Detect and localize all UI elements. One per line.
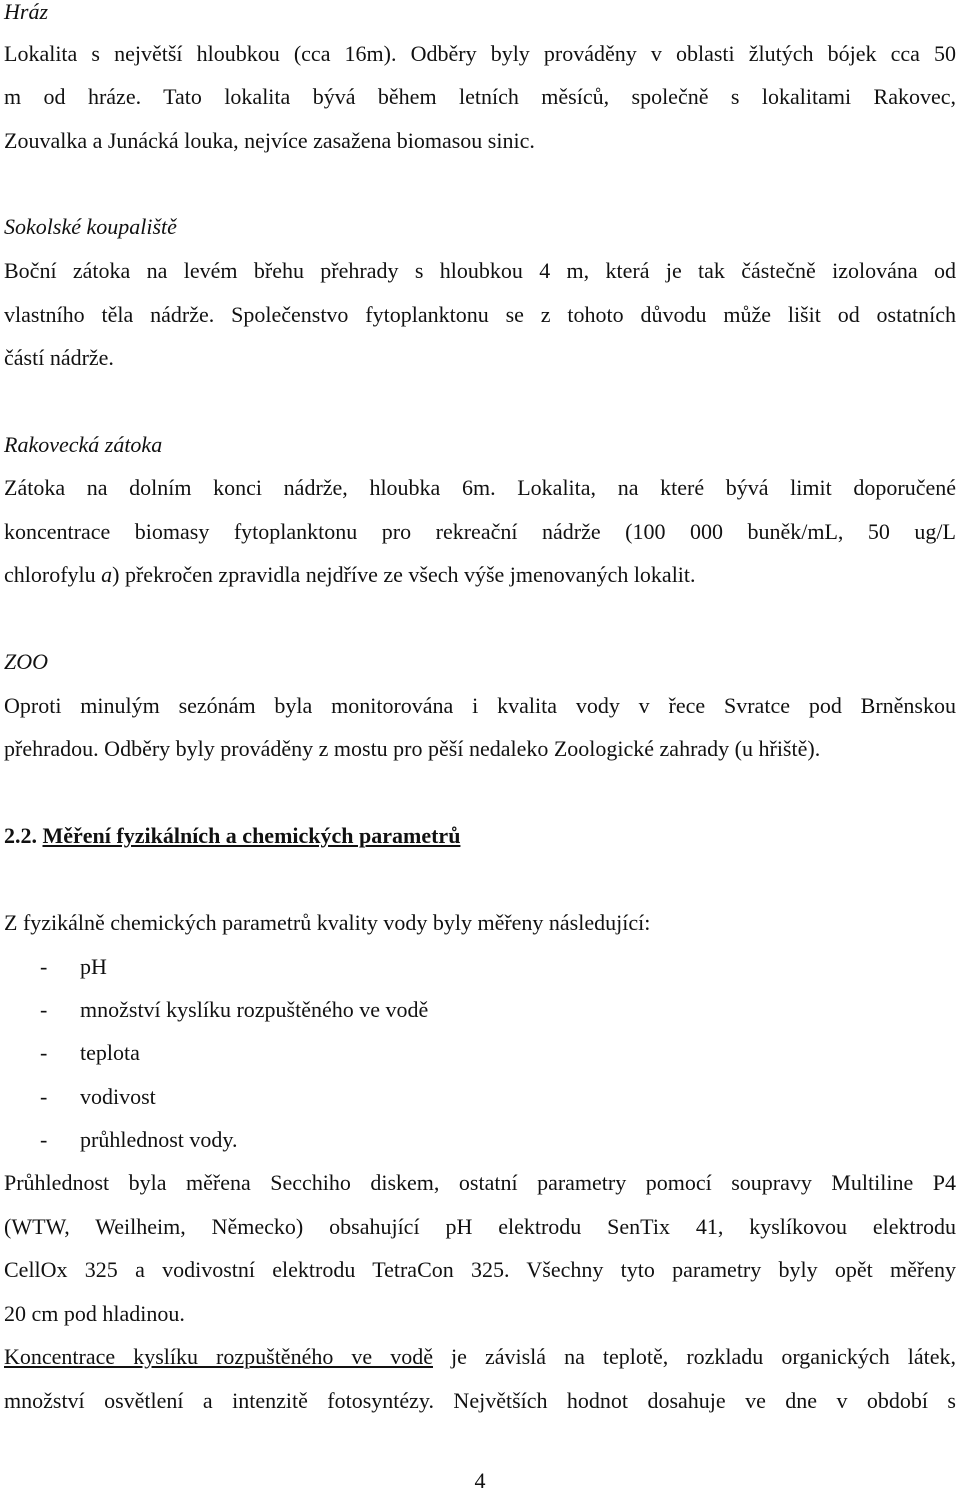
paragraph-line — [4, 1343, 956, 1371]
text-run: je závislá na teplotě, rozkladu organických látek, — [432, 1344, 956, 1369]
paragraph-line: m od hráze. Tato lokalita bývá během letních měsíců, společně s lokalitami Rakovec, — [4, 84, 956, 109]
paragraph-line: Boční zátoka na levém břehu přehrady s hloubkou 4 m, která je tak částečně izolována od — [4, 258, 956, 283]
heading-zoo: ZOO — [4, 649, 49, 674]
list-item-text: pH — [80, 954, 107, 979]
paragraph-line: vlastního těla nádrže. Společenstvo fytoplanktonu se z tohoto důvodu může lišit od ostatních — [4, 302, 956, 327]
paragraph-line: množství osvětlení a intenzitě fotosyntézy. Největších hodnot dosahuje ve dne v období s — [4, 1388, 956, 1413]
list-marker: - — [40, 1127, 48, 1152]
paragraph-line: koncentrace biomasy fytoplanktonu pro rekreační nádrže (100 000 buněk/mL, 50 ug/L — [4, 519, 956, 544]
section-number: 2.2. — [4, 823, 37, 848]
heading-rakovecka-zatoka: Rakovecká zátoka — [4, 432, 163, 457]
list-marker: - — [40, 997, 48, 1022]
italic-variable: a — [101, 562, 113, 587]
paragraph-line: (WTW, Weilheim, Německo) obsahující pH elektrodu SenTix 41, kyslíkovou elektrodu — [4, 1214, 956, 1239]
paragraph-line: CellOx 325 a vodivostní elektrodu TetraCon 325. Všechny tyto parametry byly opět měřeny — [4, 1257, 956, 1282]
list-item-text: teplota — [80, 1040, 140, 1065]
heading-hraz: Hráz — [4, 0, 49, 24]
text-run: ) překročen zpravidla nejdříve ze všech výše jmenovaných lokalit. — [112, 562, 696, 587]
paragraph-line — [4, 561, 696, 589]
underlined-term: Koncentrace kyslíku rozpuštěného ve vodě — [4, 1344, 433, 1369]
list-item-text: množství kyslíku rozpuštěného ve vodě — [80, 997, 429, 1022]
list-marker: - — [40, 954, 48, 979]
paragraph-line: přehradou. Odběry byly prováděny z mostu pro pěší nedaleko Zoologické zahrady (u hřiště). — [4, 736, 821, 761]
paragraph-line: Lokalita s největší hloubkou (cca 16m). Odběry byly prováděny v oblasti žlutých bójek cca 50 — [4, 41, 956, 66]
section-title-text: Měření fyzikálních a chemických parametrů — [42, 823, 461, 848]
list-marker: - — [40, 1084, 48, 1109]
paragraph-line: Zátoka na dolním konci nádrže, hloubka 6m. Lokalita, na které bývá limit doporučené — [4, 475, 956, 500]
paragraph-line: částí nádrže. — [4, 345, 114, 370]
paragraph-line: Průhlednost byla měřena Secchiho diskem, ostatní parametry pomocí soupravy Multiline P4 — [4, 1170, 956, 1195]
section-title — [4, 822, 460, 850]
list-intro: Z fyzikálně chemických parametrů kvality vody byly měřeny následující: — [4, 910, 651, 935]
paragraph-line: 20 cm pod hladinou. — [4, 1301, 185, 1326]
list-item-text: vodivost — [80, 1084, 156, 1109]
page-number: 4 — [474, 1468, 486, 1493]
heading-sokolske-koupaliste: Sokolské koupaliště — [4, 214, 177, 239]
paragraph-line: Zouvalka a Junácká louka, nejvíce zasažena biomasou sinic. — [4, 128, 535, 153]
paragraph-line: Oproti minulým sezónám byla monitorována i kvalita vody v řece Svratce pod Brněnskou — [4, 693, 956, 718]
list-item-text: průhlednost vody. — [80, 1127, 238, 1152]
list-marker: - — [40, 1040, 48, 1065]
text-run: chlorofylu — [4, 562, 102, 587]
